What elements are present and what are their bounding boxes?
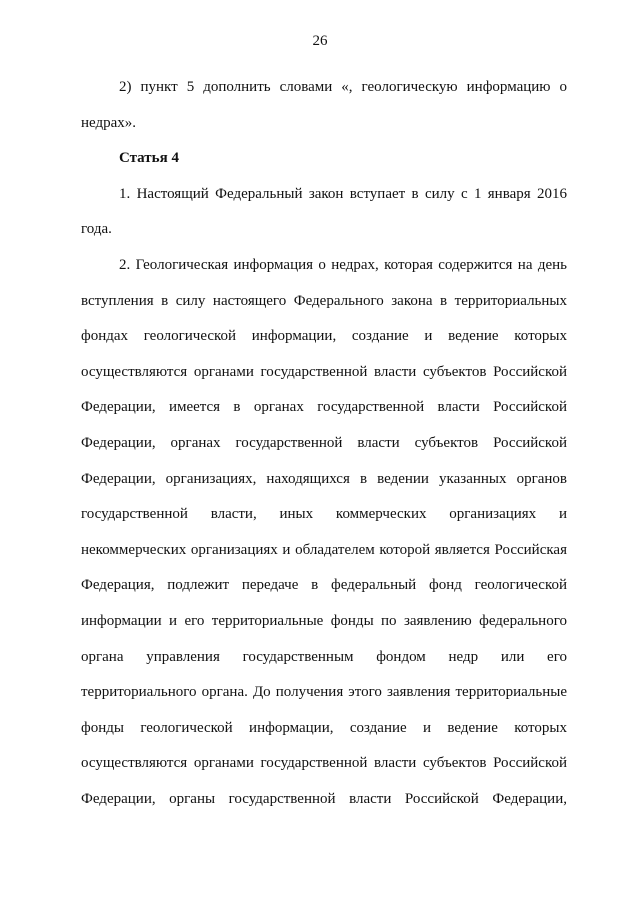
article-paragraph-2: 2. Геологическая информация о недрах, которая содержится на день вступления в силу настоящего Федерального закона в территориальных фондах геологической информации, создание и ведение которых осуществляются органами государственной власти субъектов Российской Федерации, имеется в органах государственной власти Российской Федерации, органах государственной власти субъектов Российской Федерации, организациях, находящихся в ведении указанных органов государственной власти, иных коммерческих организациях и некоммерческих организациях и обладателем которой является Российская Федерация, подлежит передаче в федеральный фонд геологической информации и его территориальные фонды по заявлению федерального органа управления государственным фондом недр или его территориального органа. До получения этого заявления территориальные фонды геологической информации, создание и ведение которых осуществляются органами государственной власти субъектов Российской Федерации, органы государственной власти Российской Федерации,	[81, 256, 567, 807]
article-heading: Статья 4	[119, 150, 179, 167]
amendment-item-2: 2) пункт 5 дополнить словами «, геологическую информацию о недрах».	[81, 79, 567, 131]
document-body	[81, 70, 567, 817]
page-number: 26	[312, 33, 328, 49]
article-paragraph-1: 1. Настоящий Федеральный закон вступает в силу с 1 января 2016 года.	[81, 185, 567, 238]
